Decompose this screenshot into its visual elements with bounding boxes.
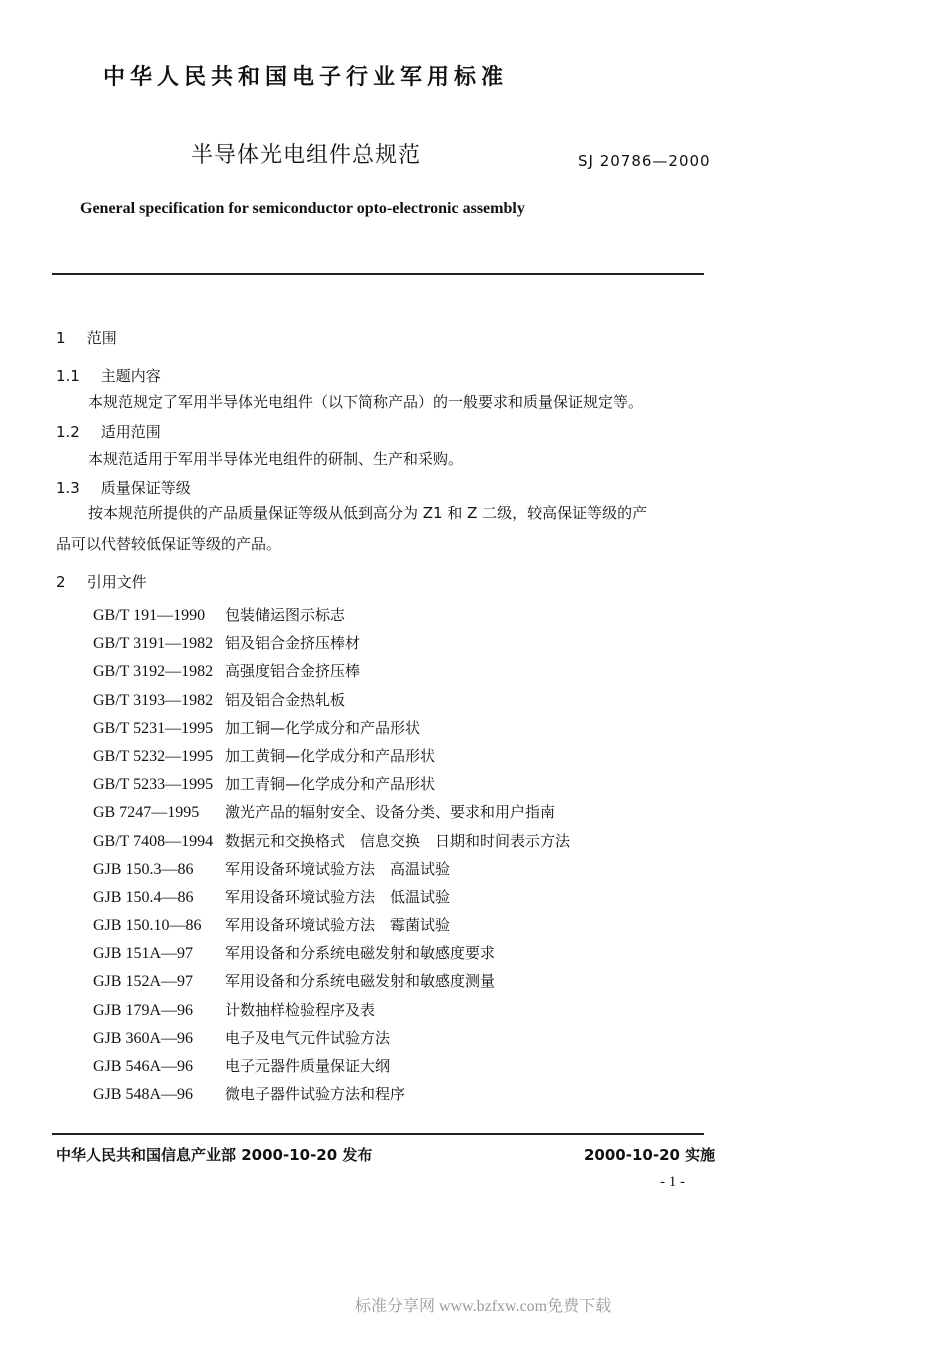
reference-title: 军用设备和分系统电磁发射和敏感度要求 <box>225 944 496 963</box>
section-1-1-text: 本规范规定了军用半导体光电组件（以下简称产品）的一般要求和质量保证规定等。 <box>88 393 644 411</box>
section-number: 1 <box>56 329 66 347</box>
issued-by: 中华人民共和国信息产业部 2000-10-20 发布 <box>56 1146 373 1164</box>
reference-item <box>93 1083 570 1111</box>
reference-code: GB/T 3193—1982 <box>93 691 214 709</box>
section-2-heading <box>56 571 147 592</box>
section-1-2-heading <box>56 421 161 442</box>
footer-divider <box>52 1133 704 1135</box>
section-1-3-heading <box>56 477 191 498</box>
reference-title: 高强度铝合金挤压棒 <box>225 662 361 681</box>
reference-item <box>93 858 570 886</box>
section-title: 范围 <box>86 329 117 347</box>
section-title: 质量保证等级 <box>100 479 191 497</box>
page-number: - 1 - <box>660 1174 685 1190</box>
reference-title: 包装储运图示标志 <box>225 606 346 624</box>
reference-code: GB/T 5231—1995 <box>93 719 214 737</box>
reference-code: GB/T 7408—1994 <box>93 832 214 850</box>
reference-code: GB/T 3191—1982 <box>93 635 214 653</box>
reference-code: GJB 150.10—86 <box>93 917 202 935</box>
reference-code: GJB 152A—97 <box>93 973 194 991</box>
top-divider <box>52 273 704 275</box>
reference-code: GB/T 3192—1982 <box>93 663 214 681</box>
reference-title: 军用设备环境试验方法 低温试验 <box>225 887 451 906</box>
reference-title: 军用设备环境试验方法 霉菌试验 <box>225 916 451 935</box>
reference-code: GJB 548A—96 <box>93 1086 194 1104</box>
reference-item <box>93 970 570 998</box>
section-number: 1.3 <box>56 479 80 497</box>
reference-title: 加工黄铜—化学成分和产品形状 <box>225 746 436 765</box>
reference-title: 军用设备环境试验方法 高温试验 <box>225 859 451 878</box>
section-1-3-text-line1: 按本规范所提供的产品质量保证等级从低到高分为 Z1 和 Z 二级，较高保证等级的产 <box>88 504 648 522</box>
standard-category-header: 中华人民共和国电子行业军用标准 <box>103 65 509 90</box>
reference-item <box>93 1027 570 1055</box>
reference-item <box>93 914 570 942</box>
reference-item <box>93 717 570 745</box>
reference-item <box>93 604 570 632</box>
section-1-1-heading <box>56 365 161 386</box>
reference-list <box>93 604 570 1111</box>
reference-title: 微电子器件试验方法和程序 <box>225 1085 406 1104</box>
reference-title: 军用设备和分系统电磁发射和敏感度测量 <box>225 972 496 991</box>
reference-item <box>93 886 570 914</box>
reference-title: 加工铜—化学成分和产品形状 <box>225 718 421 737</box>
effective-date: 2000-10-20 实施 <box>584 1146 716 1164</box>
reference-item <box>93 801 570 829</box>
section-number: 1.1 <box>56 367 80 385</box>
reference-code: GJB 151A—97 <box>93 945 194 963</box>
section-1-2-text: 本规范适用于军用半导体光电组件的研制、生产和采购。 <box>88 450 464 468</box>
section-1-3-text-line2: 品可以代替较低保证等级的产品。 <box>56 535 282 553</box>
section-number: 2 <box>56 573 66 591</box>
reference-title: 电子元器件质量保证大纲 <box>225 1057 391 1075</box>
reference-code: GJB 179A—96 <box>93 1001 194 1019</box>
reference-code: GJB 150.3—86 <box>93 860 194 878</box>
reference-title: 铝及铝合金热轧板 <box>225 690 346 709</box>
reference-title: 电子及电气元件试验方法 <box>225 1028 391 1047</box>
english-title: General specification for semiconductor opto-electronic assembly <box>80 200 525 217</box>
reference-code: GB/T 5233—1995 <box>93 776 214 794</box>
reference-code: GB/T 5232—1995 <box>93 747 214 765</box>
reference-code: GJB 150.4—86 <box>93 888 194 906</box>
reference-item <box>93 999 570 1027</box>
reference-title: 铝及铝合金挤压棒材 <box>225 634 361 653</box>
reference-item <box>93 689 570 717</box>
reference-item <box>93 1055 570 1083</box>
reference-item <box>93 773 570 801</box>
standard-code: SJ 20786—2000 <box>578 152 711 170</box>
reference-item <box>93 745 570 773</box>
section-1-heading <box>56 327 117 348</box>
section-title: 主题内容 <box>100 367 161 385</box>
section-title: 适用范围 <box>100 423 161 441</box>
section-number: 1.2 <box>56 423 80 441</box>
section-title: 引用文件 <box>86 573 147 591</box>
reference-code: GB/T 191—1990 <box>93 607 206 624</box>
reference-code: GJB 360A—96 <box>93 1029 194 1047</box>
reference-code: GB 7247—1995 <box>93 804 200 822</box>
reference-item <box>93 942 570 970</box>
reference-item <box>93 830 570 858</box>
reference-item <box>93 660 570 688</box>
reference-code: GJB 546A—96 <box>93 1058 194 1075</box>
reference-title: 数据元和交换格式 信息交换 日期和时间表示方法 <box>225 831 571 850</box>
reference-item <box>93 632 570 660</box>
reference-title: 计数抽样检验程序及表 <box>225 1000 376 1019</box>
reference-title: 激光产品的辐射安全、设备分类、要求和用户指南 <box>225 803 556 822</box>
watermark: 标准分享网 www.bzfxw.com免费下载 <box>355 1298 612 1315</box>
reference-title: 加工青铜—化学成分和产品形状 <box>225 775 436 794</box>
document-title: 半导体光电组件总规范 <box>191 143 422 168</box>
